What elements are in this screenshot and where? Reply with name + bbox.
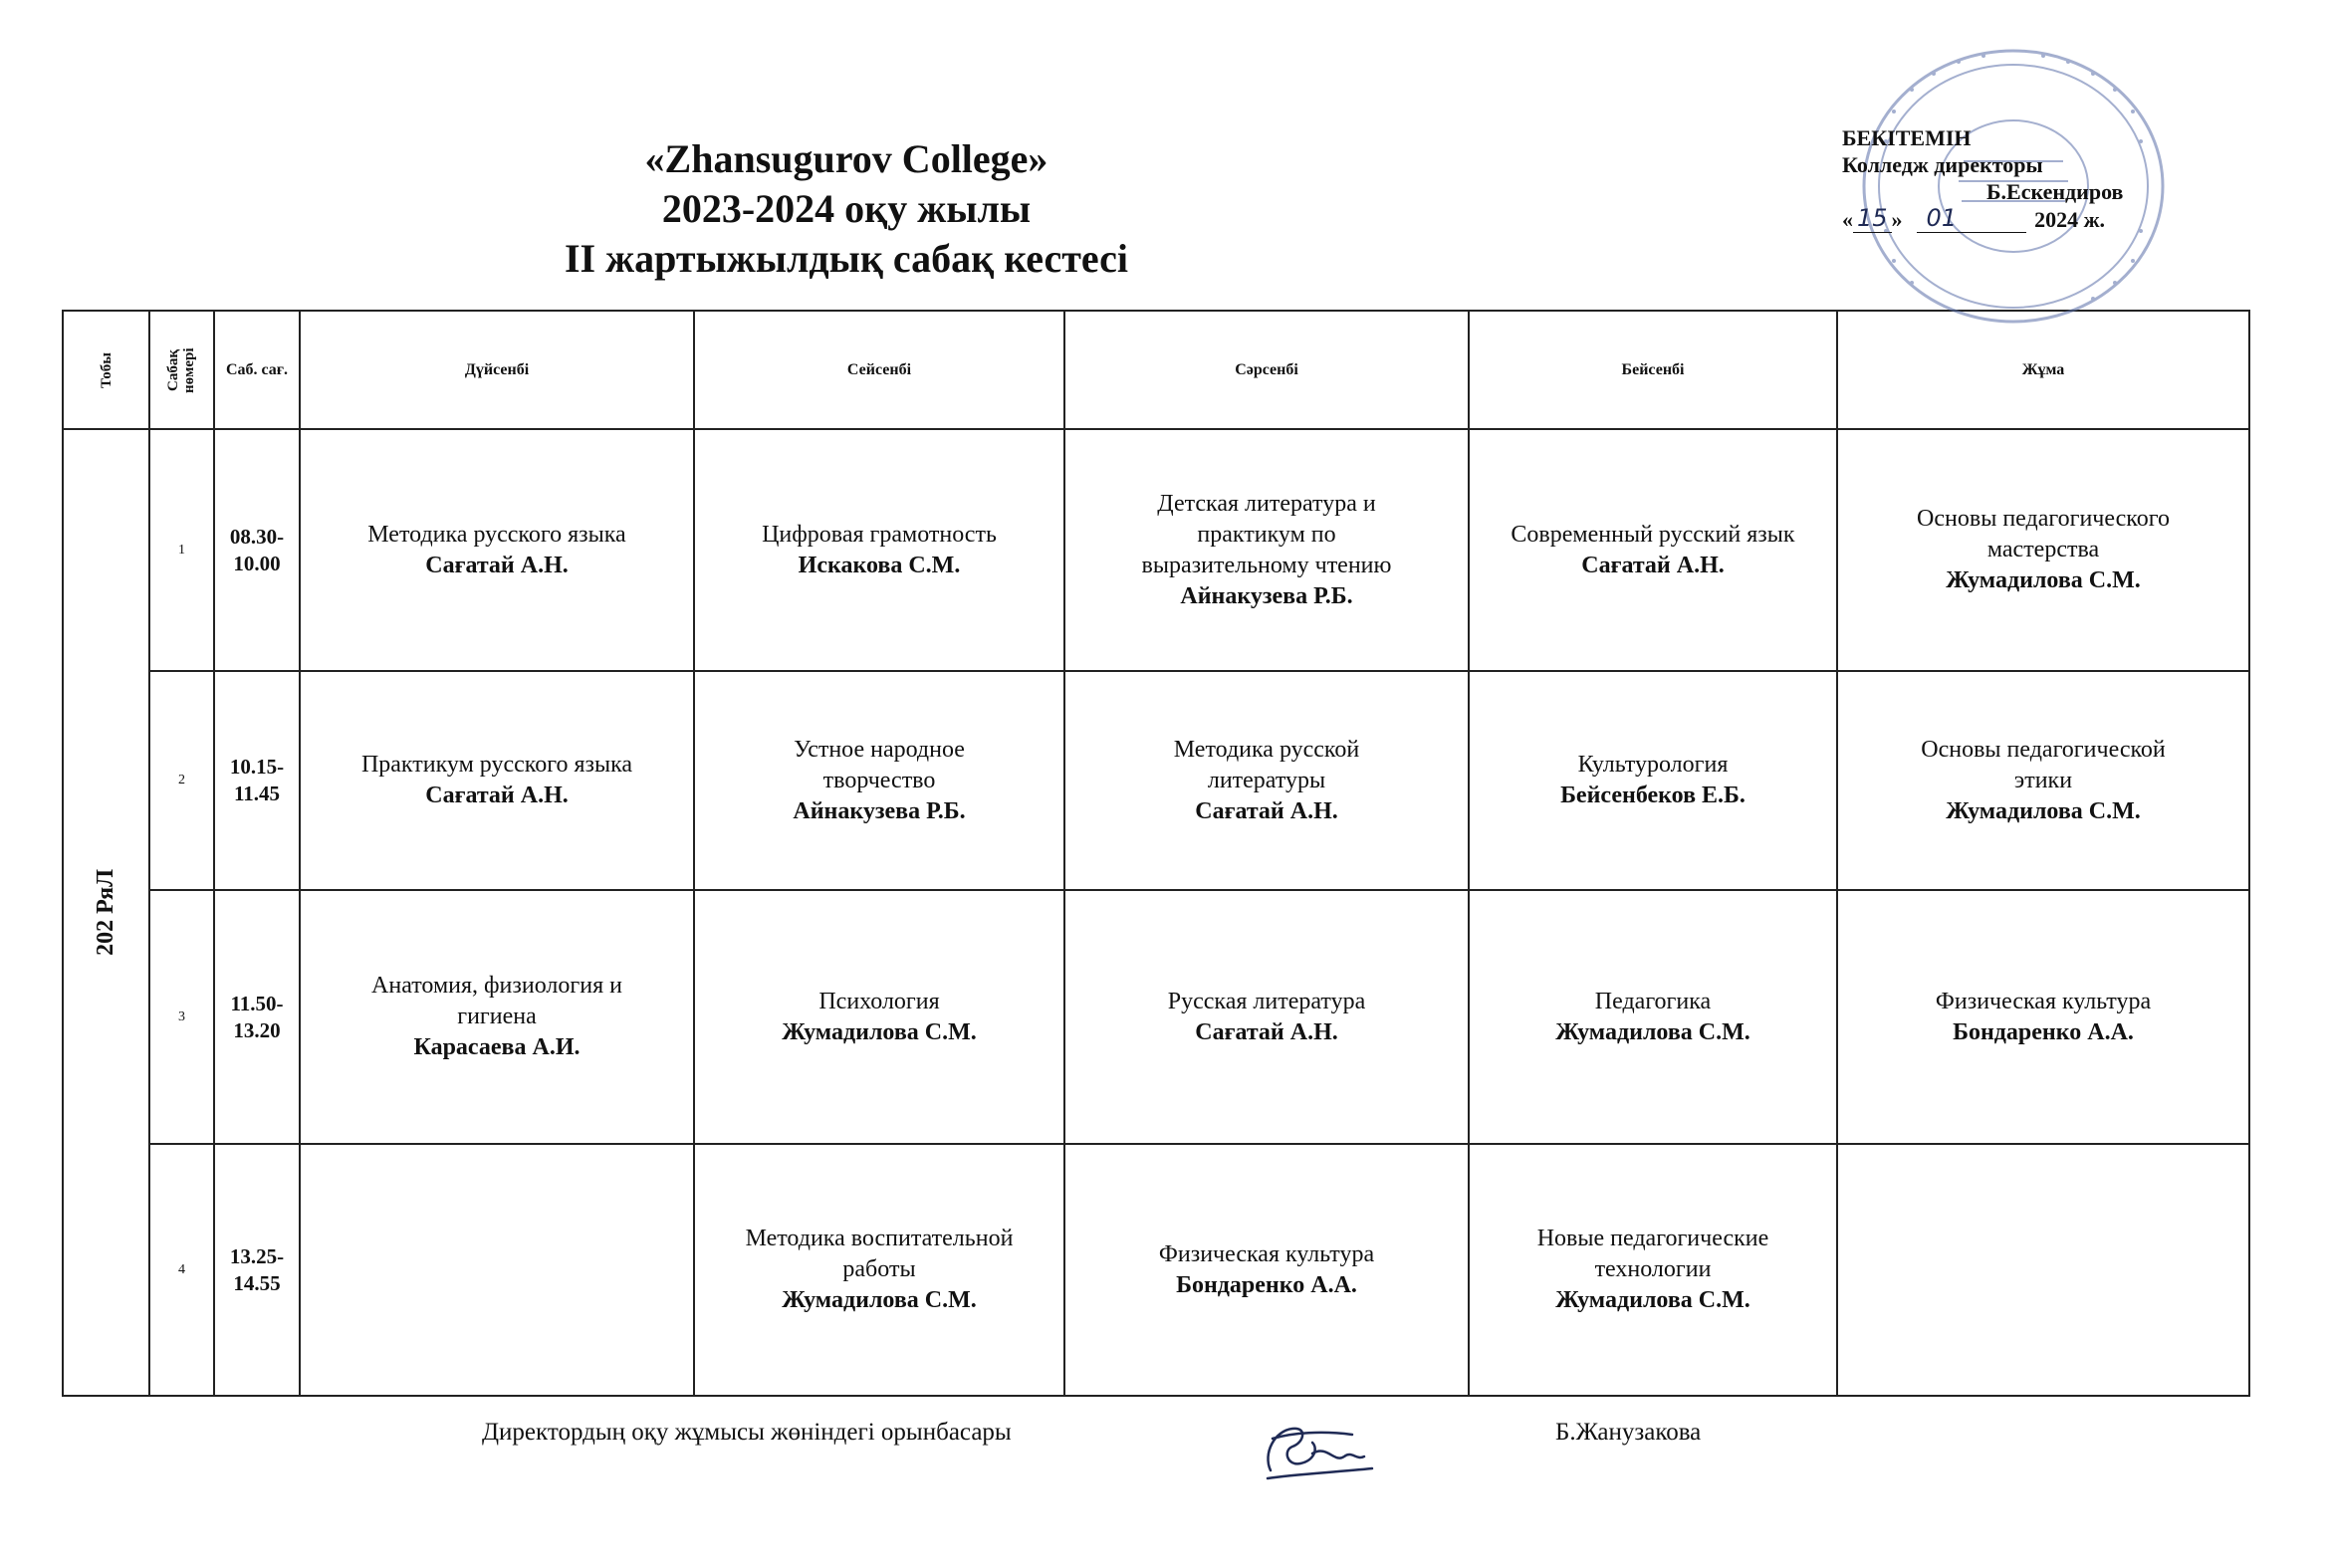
schedule-table [62,310,2250,1397]
group-cell [63,429,149,1396]
subject-line: Основы педагогической [1921,736,2166,763]
lesson-row [63,429,2249,671]
approver-position: Колледж директоры [1842,152,2043,177]
lesson-time-part: 11.45 [233,782,281,806]
subject-line: Методика воспитательной [745,1226,1014,1252]
class-cell-thursday [1469,429,1837,671]
class-cell-monday [300,890,694,1144]
signature [1253,1409,1382,1488]
teacher-name: Айнакузева Р.Б. [793,797,966,824]
class-cell-wednesday [1064,429,1469,671]
class-cell-monday [300,1144,694,1396]
lesson-time-part: 13.20 [233,1017,281,1042]
subject-line: Физическая культура [1158,1240,1375,1267]
header-day-tuesday: Сейсенбі [694,311,1064,429]
header-day-friday: Жұма [1837,311,2249,429]
lesson-time-part: 14.55 [233,1270,281,1295]
footer-position: Директордың оқу жұмысы жөніндегі орынбасары [482,1419,1012,1446]
class-cell-friday [1837,890,2249,1144]
class-cell-tuesday [694,429,1064,671]
subject-line: Основы педагогического [1917,506,2170,533]
subject-line: творчество [822,767,936,793]
lesson-row [63,890,2249,1144]
class-cell-tuesday [694,671,1064,890]
subject-line: Культурология [1577,752,1729,779]
class-cell-monday [300,671,694,890]
subject-line: Педагогика [1594,988,1712,1014]
class-cell-friday [1837,1144,2249,1396]
approval-block [1842,124,2171,233]
class-cell-thursday [1469,1144,1837,1396]
teacher-name: Карасаева А.И. [413,1034,581,1061]
document-title [398,134,1294,284]
schedule-name: ІІ жартыжылдық сабақ кестесі [564,236,1128,281]
lesson-number: 3 [149,890,214,1144]
header-group: Тобы [63,311,149,429]
teacher-name: Сағатай А.Н. [1581,552,1725,578]
teacher-name: Бейсенбеков Е.Б. [1560,783,1746,809]
header-day-wednesday: Сәрсенбі [1064,311,1469,429]
header-lesson-number: Сабақ нөмері [149,311,214,429]
teacher-name: Айнакузева Р.Б. [1180,582,1353,609]
class-cell-friday [1837,671,2249,890]
class-cell-thursday [1469,671,1837,890]
approver-name: Б.Ескендиров [1986,179,2124,204]
subject-line: Цифровая грамотность [762,521,997,548]
teacher-name: Бондаренко А.А. [1176,1271,1357,1298]
teacher-name: Жумадилова С.М. [1946,567,2141,594]
subject-line: Детская литература и [1157,490,1376,517]
lesson-time-part: 10.00 [233,551,281,575]
teacher-name: Бондаренко А.А. [1953,1018,2134,1045]
lesson-number: 4 [149,1144,214,1396]
lesson-row [63,671,2249,890]
lesson-time-part: 10.15- [229,755,285,780]
subject-line: Психология [818,988,940,1014]
subject-line: Физическая культура [1935,988,2152,1014]
subject-line: мастерства [1986,537,2100,563]
lesson-time-part: 11.50- [230,991,284,1015]
teacher-name: Жумадилова С.М. [1555,1018,1750,1045]
lesson-time [214,429,300,671]
lesson-time-part: 13.25- [229,1243,285,1268]
subject-line: работы [842,1256,916,1283]
date-close-quote: » [1891,207,1903,232]
footer-name: Б.Жанузакова [1555,1419,1702,1446]
lesson-number: 2 [149,671,214,890]
lesson-row [63,1144,2249,1396]
subject-line: Методика русского языка [367,521,626,548]
subject-line: литературы [1207,767,1326,793]
lesson-time-part: 08.30- [229,524,285,549]
header-hours: Саб. сағ. [214,311,300,429]
teacher-name: Жумадилова С.М. [782,1018,977,1045]
date-year: 2024 ж. [2034,207,2106,232]
header-day-thursday: Бейсенбі [1469,311,1837,429]
subject-line: Современный русский язык [1511,521,1795,548]
class-cell-wednesday [1064,671,1469,890]
teacher-name: Сағатай А.Н. [1195,797,1338,824]
class-cell-thursday [1469,890,1837,1144]
subject-line: Практикум русского языка [360,752,633,779]
lesson-number: 1 [149,429,214,671]
date-month: 01 [1917,205,1987,233]
subject-line: этики [2013,767,2073,793]
teacher-name: Искакова С.М. [798,552,961,578]
college-name: «Zhansugurov College» [644,136,1048,181]
class-cell-wednesday [1064,1144,1469,1396]
subject-line: гигиена [457,1004,537,1030]
academic-year: 2023-2024 оқу жылы [661,186,1032,231]
class-cell-tuesday [694,890,1064,1144]
teacher-name: Жумадилова С.М. [1946,797,2141,824]
class-cell-monday [300,429,694,671]
lesson-time [214,671,300,890]
subject-line: практикум по [1197,521,1336,548]
subject-line: Русская литература [1167,988,1366,1014]
subject-line: выразительному чтению [1141,552,1392,578]
teacher-name: Сағатай А.Н. [425,552,569,578]
subject-line: Устное народное [794,736,965,763]
class-cell-tuesday [694,1144,1064,1396]
approval-date [1842,205,2171,233]
teacher-name: Сағатай А.Н. [425,783,569,809]
approval-heading: БЕКІТЕМІН [1842,125,1972,150]
header-day-monday: Дүйсенбі [300,311,694,429]
subject-line: Новые педагогические [1536,1226,1769,1252]
class-cell-wednesday [1064,890,1469,1144]
subject-line: Методика русской [1173,736,1360,763]
class-cell-friday [1837,429,2249,671]
date-day: 15 [1853,205,1892,233]
subject-line: Анатомия, физиология и [371,973,622,1000]
subject-line: технологии [1594,1256,1712,1283]
date-line [1986,232,2026,233]
group-label: 202 РяЛ [93,869,118,957]
teacher-name: Сағатай А.Н. [1195,1018,1338,1045]
lesson-time [214,890,300,1144]
teacher-name: Жумадилова С.М. [1555,1287,1750,1314]
teacher-name: Жумадилова С.М. [782,1287,977,1314]
lesson-time [214,1144,300,1396]
date-open-quote: « [1842,207,1853,232]
